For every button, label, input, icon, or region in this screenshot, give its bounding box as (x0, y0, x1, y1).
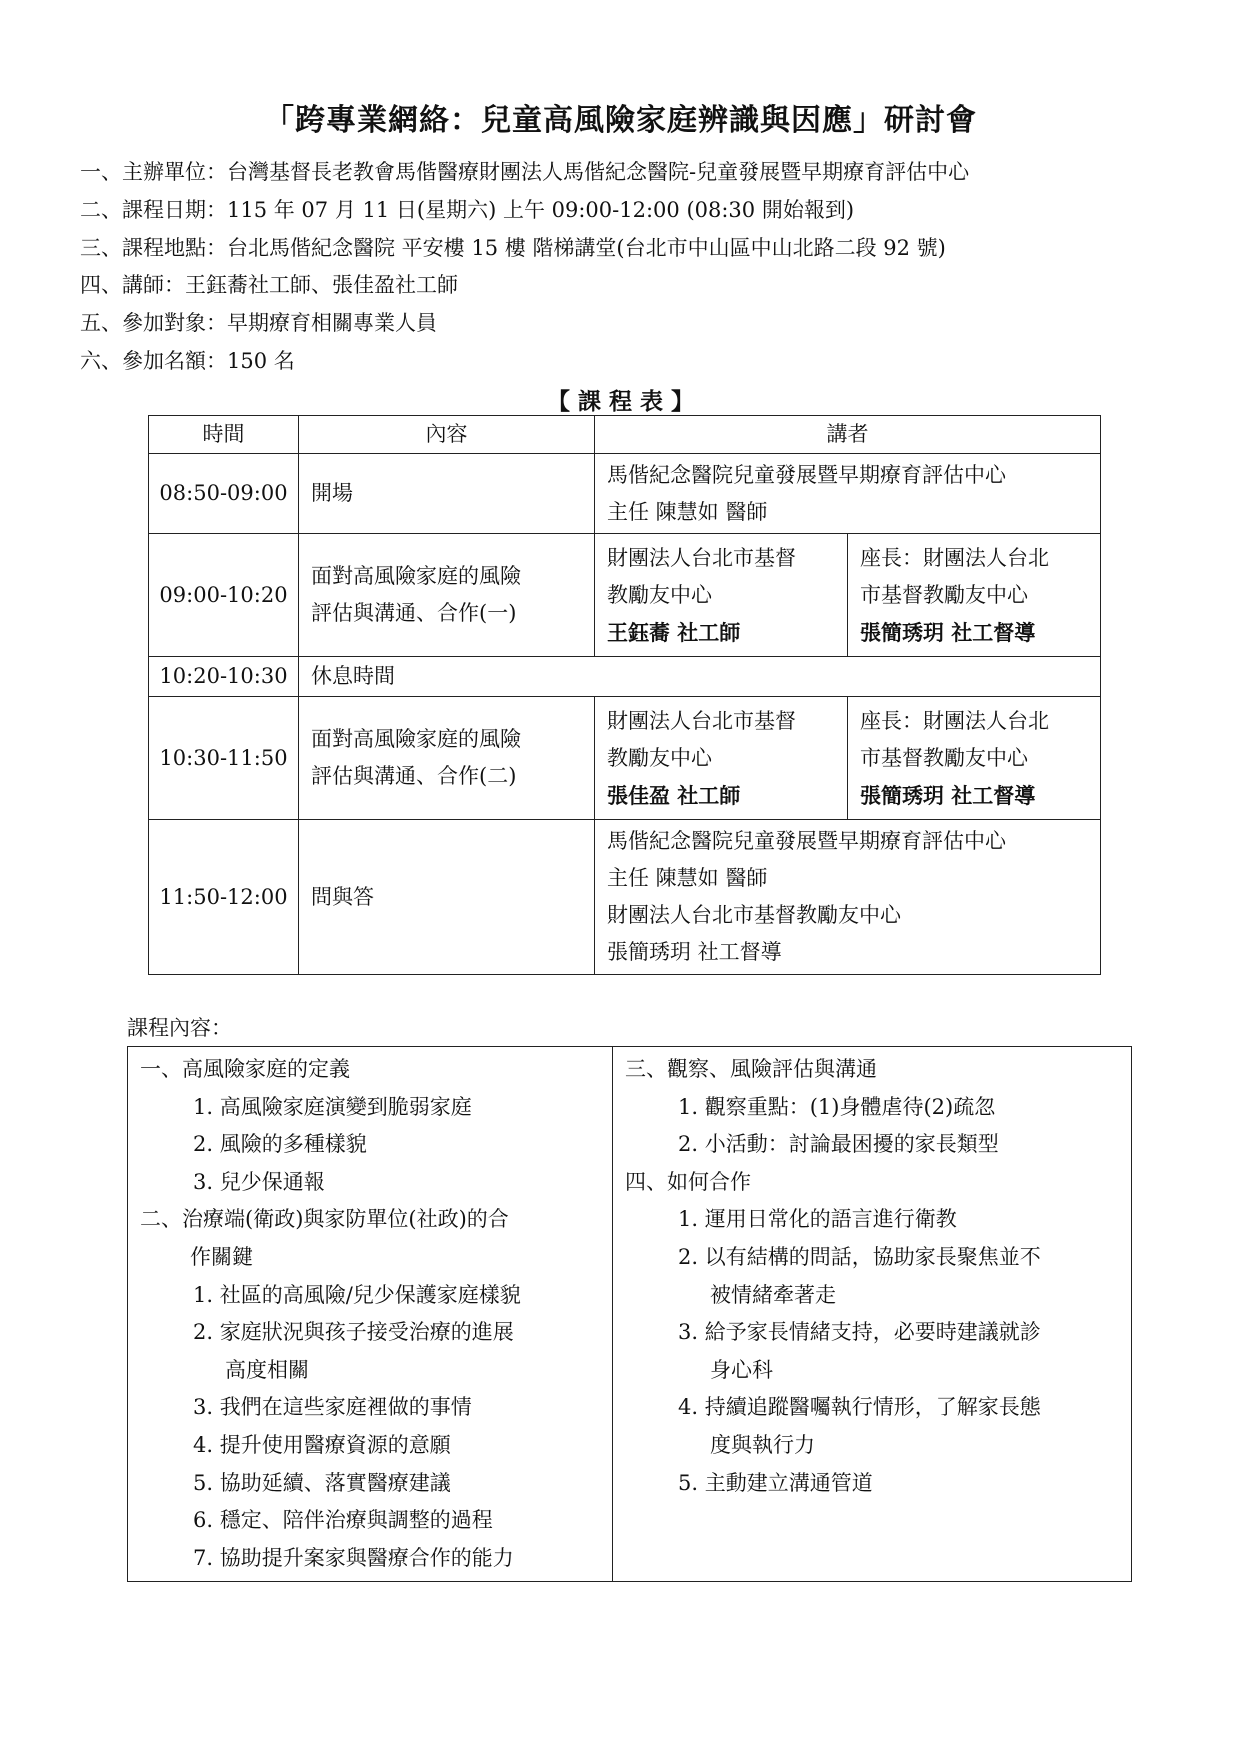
header-time: 時間 (149, 416, 299, 454)
table-row (149, 534, 1101, 657)
speaker-name: 王鈺蕎 社工師 (607, 619, 741, 645)
content-line: 面對高風險家庭的風險 (311, 727, 521, 751)
row-speaker (595, 820, 1101, 975)
list-item: 1. 社區的高風險/兒少保護家庭樣貌 (193, 1282, 521, 1307)
content-line: 評估與溝通、合作(二) (311, 764, 517, 788)
course-content-table (127, 1046, 1132, 1582)
info-date: 二、課程日期：115 年 07 月 11 日(星期六) 上午 09:00-12:00 (08:30 開始報到) (80, 197, 855, 222)
list-item: 身心科 (710, 1357, 773, 1382)
speaker-line: 馬偕紀念醫院兒童發展暨早期療育評估中心 (607, 462, 1006, 487)
list-item: 3. 我們在這些家庭裡做的事情 (193, 1395, 472, 1420)
row-speaker (595, 697, 848, 820)
row-content: 休息時間 (299, 657, 1101, 697)
list-item: 被情緒牽著走 (710, 1282, 836, 1307)
header-content: 內容 (299, 416, 595, 454)
course-left-column (128, 1047, 613, 1582)
table-row (149, 454, 1101, 534)
list-item: 1. 高風險家庭演變到脆弱家庭 (193, 1094, 472, 1119)
list-item: 作關鍵 (190, 1244, 253, 1269)
info-speakers: 四、講師：王鈺蕎社工師、張佳盈社工師 (80, 273, 458, 298)
list-item: 四、如何合作 (625, 1169, 751, 1194)
speaker-line: 馬偕紀念醫院兒童發展暨早期療育評估中心 (607, 829, 1006, 853)
list-item: 二、治療端(衛政)與家防單位(社政)的合 (140, 1207, 509, 1232)
list-item: 2. 風險的多種樣貌 (193, 1132, 367, 1157)
list-item: 6. 穩定、陪伴治療與調整的過程 (193, 1508, 493, 1533)
list-item: 1. 觀察重點：(1)身體虐待(2)疏忽 (678, 1094, 996, 1119)
row-time: 11:50-12:00 (149, 820, 299, 975)
list-item: 7. 協助提升案家與醫療合作的能力 (193, 1545, 514, 1570)
content-line: 面對高風險家庭的風險 (311, 564, 521, 588)
chair-name: 張簡琇玥 社工督導 (860, 619, 1036, 645)
course-content-label: 課程內容： (127, 1016, 232, 1040)
row-time: 10:20-10:30 (149, 657, 299, 697)
table-row (149, 657, 1101, 697)
list-item: 三、觀察、風險評估與溝通 (625, 1057, 877, 1081)
row-content (299, 697, 595, 820)
row-speaker (595, 454, 1101, 534)
list-item: 1. 運用日常化的語言進行衛教 (678, 1207, 957, 1232)
chair-name: 張簡琇玥 社工督導 (860, 782, 1036, 808)
list-item: 一、高風險家庭的定義 (140, 1057, 350, 1081)
row-time: 10:30-11:50 (149, 697, 299, 820)
speaker-line: 財團法人台北市基督教勵友中心 (607, 903, 901, 927)
table-row (149, 820, 1101, 975)
list-item: 2. 家庭狀況與孩子接受治療的進展 (193, 1320, 514, 1345)
list-item: 4. 持續追蹤醫囑執行情形，了解家長態 (678, 1395, 1041, 1420)
row-content: 問與答 (299, 820, 595, 975)
speaker-line: 張簡琇玥 社工督導 (607, 940, 782, 964)
list-item: 4. 提升使用醫療資源的意願 (193, 1432, 451, 1457)
row-time: 08:50-09:00 (149, 454, 299, 534)
chair-line: 座長：財團法人台北 (860, 545, 1049, 570)
row-speaker (595, 534, 848, 657)
info-location: 三、課程地點：台北馬偕紀念醫院 平安樓 15 樓 階梯講堂(台北市中山區中山北路二段 92 號) (80, 235, 946, 260)
info-audience: 五、參加對象：早期療育相關專業人員 (80, 311, 437, 336)
header-speaker: 講者 (595, 416, 1101, 454)
list-item: 3. 兒少保通報 (193, 1169, 325, 1194)
row-time: 09:00-10:20 (149, 534, 299, 657)
info-capacity: 六、參加名額：150 名 (80, 348, 295, 373)
row-chair (848, 534, 1101, 657)
speaker-line: 財團法人台北市基督 (607, 545, 796, 570)
row-chair (848, 697, 1101, 820)
chair-line: 市基督教勵友中心 (860, 745, 1028, 770)
row-content (299, 534, 595, 657)
chair-line: 市基督教勵友中心 (860, 582, 1028, 607)
schedule-table (148, 415, 1101, 975)
speaker-line: 教勵友中心 (607, 582, 712, 607)
list-item: 5. 主動建立溝通管道 (678, 1470, 873, 1495)
schedule-caption: 【 課 程 表 】 (546, 388, 695, 415)
speaker-line: 教勵友中心 (607, 745, 712, 770)
content-line: 評估與溝通、合作(一) (311, 601, 517, 625)
list-item: 5. 協助延續、落實醫療建議 (193, 1470, 451, 1495)
table-row (149, 697, 1101, 820)
speaker-line: 主任 陳慧如 醫師 (607, 866, 768, 890)
course-right-column (613, 1047, 1132, 1582)
list-item: 3. 給予家長情緒支持，必要時建議就診 (678, 1320, 1041, 1345)
event-info (80, 154, 1180, 381)
list-item: 2. 以有結構的問話，協助家長聚焦並不 (678, 1244, 1041, 1269)
speaker-line: 財團法人台北市基督 (607, 708, 796, 733)
speaker-line: 主任 陳慧如 醫師 (607, 499, 768, 524)
list-item: 2. 小活動：討論最困擾的家長類型 (678, 1132, 999, 1157)
list-item: 度與執行力 (710, 1432, 815, 1457)
speaker-name: 張佳盈 社工師 (607, 782, 741, 808)
list-item: 高度相關 (225, 1357, 309, 1382)
row-content: 開場 (299, 454, 595, 534)
chair-line: 座長：財團法人台北 (860, 708, 1049, 733)
schedule-header-row (149, 416, 1101, 454)
info-organizer: 一、主辦單位：台灣基督長老教會馬偕醫療財團法人馬偕紀念醫院-兒童發展暨早期療育評估中心 (80, 160, 970, 184)
document-title: 「跨專業網絡：兒童高風險家庭辨識與因應」研討會 (264, 103, 977, 138)
course-content-row (128, 1047, 1132, 1582)
